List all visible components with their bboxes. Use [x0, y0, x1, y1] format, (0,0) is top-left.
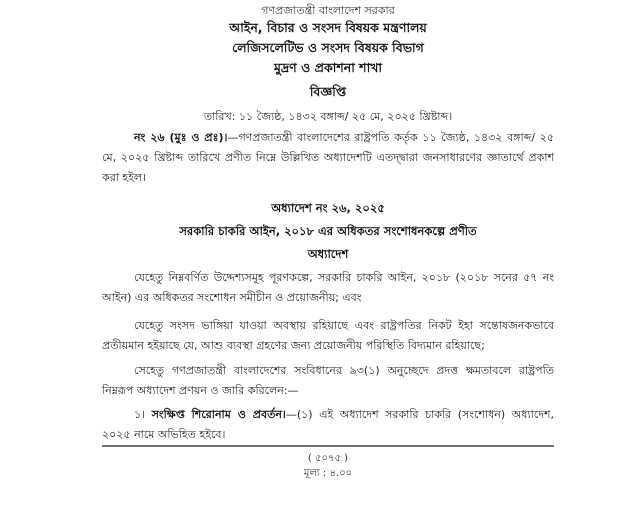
branch-name: মুদ্রণ ও প্রকাশনা শাখা	[273, 60, 383, 75]
section-1-number: ১।	[134, 408, 146, 421]
whereas-paragraph-2: যেহেতু সংসদ ভাঙ্গিয়া যাওয়া অবস্থায় রহিয়াছে এবং রাষ্ট্রপতির নিকট ইহা সন্তোষজনকভাবে প্রতীয়মান হইয়াছে যে, আশু ব্যবস্থা গ্রহণের জন্য প্রয়োজনীয় পরিস্থিতি বিদ্যমান রহিয়াছে;	[102, 319, 554, 352]
section-1-heading: সংক্ষিপ্ত শিরোনাম ও প্রবর্তন।	[151, 408, 286, 421]
notice-date: তারিখ: ১১ জ্যৈষ্ঠ, ১৪৩২ বঙ্গাব্দ/ ২৫ মে, ২০২৫ খ্রিষ্টাব্দ।	[203, 110, 453, 123]
ordinance-title: সরকারি চাকরি আইন, ২০১৮ এর অধিকতর সংশোধনকল্পে প্রণীত	[179, 224, 477, 238]
ordinance-number: অধ্যাদেশ নং ২৬, ২০২৫	[271, 201, 385, 215]
notice-paragraph	[102, 128, 554, 188]
section-1-body: —(১) এই অধ্যাদেশ সরকারি চাকরি (সংশোধন) অধ্যাদেশ, ২০২৫ নামে অভিহিত হইবে।	[102, 408, 555, 441]
government-name: গণপ্রজাতন্ত্রী বাংলাদেশ সরকার	[261, 4, 395, 17]
notice-title: বিজ্ঞপ্তি	[309, 84, 347, 99]
whereas-paragraph-1: যেহেতু নিম্নবর্ণিত উদ্দেশ্যসমূহ পূরণকল্পে, সরকারি চাকরি আইন, ২০১৮ (২০১৮ সনের ৫৭ নং আইন) এর অধিকতর সংশোধন সমীচীন ও প্রয়োজনীয়; এবং	[102, 271, 554, 304]
price: মূল্য : ৪.০০	[303, 468, 353, 479]
notice-body: —গণপ্রজাতন্ত্রী বাংলাদেশের রাষ্ট্রপতি কর্তৃক ১১ জ্যৈষ্ঠ, ১৪৩২ বঙ্গাব্দ/ ২৫ মে, ২০২৫ খ্রিষ্টাব্দ তারিখে প্রণীত নিম্নে উল্লিখিত অধ্যাদেশটি এতদ্দ্বারা জনসাধারণের জ্ঞাতার্থে প্রকাশ করা হইল।	[102, 131, 554, 184]
notice-number: নং ২৬ (মুঃ ও প্রঃ)।	[134, 131, 228, 144]
page-number: ( ৫০৭৫ )	[307, 453, 349, 464]
page-divider	[102, 445, 554, 447]
whereas-paragraph-3: সেহেতু গণপ্রজাতন্ত্রী বাংলাদেশের সংবিধানের ৯৩(১) অনুচ্ছেদে প্রদত্ত ক্ষমতাবলে রাষ্ট্রপতি নিম্নরূপ অধ্যাদেশ প্রণয়ন ও জারি করিলেন:—	[102, 364, 554, 397]
ordinance-label: অধ্যাদেশ	[307, 247, 349, 261]
ministry-name: আইন, বিচার ও সংসদ বিষয়ক মন্ত্রণালয়	[229, 20, 427, 35]
section-1	[102, 405, 554, 445]
division-name: লেজিসলেটিভ ও সংসদ বিষয়ক বিভাগ	[232, 40, 424, 55]
